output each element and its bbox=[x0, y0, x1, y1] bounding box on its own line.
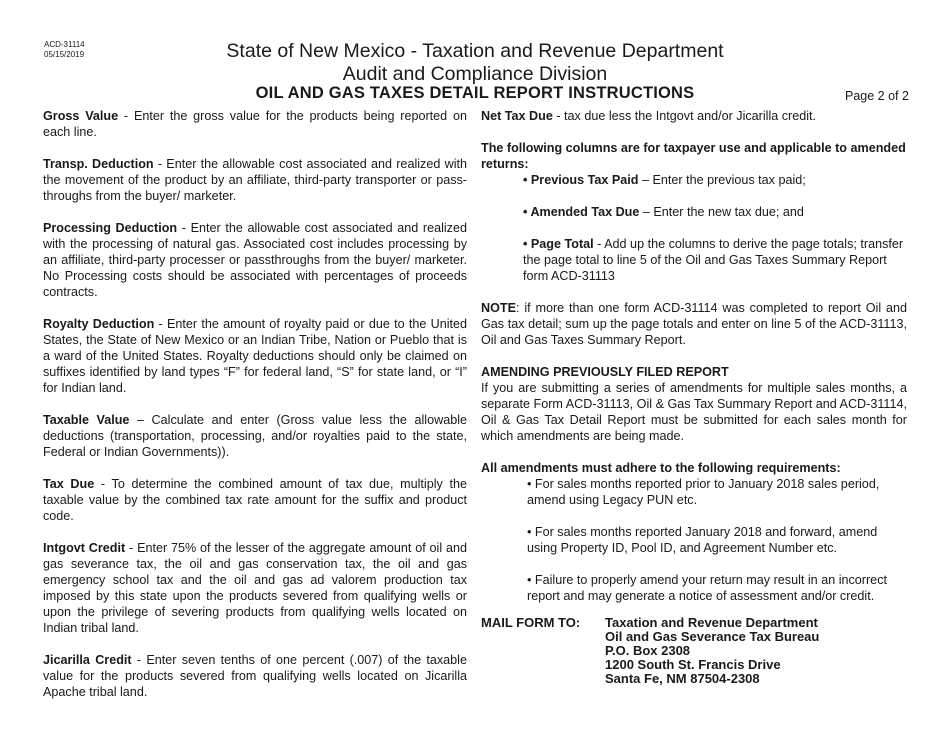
form-date: 05/15/2019 bbox=[44, 50, 85, 59]
mail-address-line: P.O. Box 2308 bbox=[605, 643, 691, 658]
definition: - Enter 75% of the lesser of the aggregate amount of oil and gas severance tax, the oil and gas conservation tax, the oil and gas emergency school tax and the oil and gas ad valorem production tax imposed by this state upon the products severed from qualifying wells or upon the privilege of severing products from qualifying wells located on Indian tribal land. bbox=[43, 541, 467, 635]
page-number: Page 2 of 2 bbox=[845, 89, 909, 103]
definition: : if more than one form ACD-31114 was completed to report Oil and Gas tax detail; sum up the page totals and enter on line 5 of the ACD-31113, Oil and Gas Taxes Summary Report. bbox=[481, 301, 907, 347]
requirements-heading: All amendments must adhere to the following requirements: bbox=[481, 461, 841, 475]
term: Gross Value bbox=[43, 109, 119, 123]
definition: - tax due less the Intgovt and/or Jicarilla credit. bbox=[552, 109, 817, 123]
definition: - To determine the combined amount of tax due, multiply the taxable value by the combined tax rate amount for the suffix and product code. bbox=[43, 477, 467, 523]
bullet-amended-tax-due bbox=[481, 204, 907, 220]
mail-address bbox=[605, 616, 819, 686]
document-title: OIL AND GAS TAXES DETAIL REPORT INSTRUCTIONS bbox=[255, 84, 695, 102]
requirement-failure-notice: • Failure to properly amend your return may result in an incorrect report and may generate a notice of assessment and/or credit. bbox=[527, 573, 887, 603]
instruction-net-tax-due bbox=[481, 108, 907, 124]
right-column bbox=[481, 108, 907, 620]
department-title: State of New Mexico - Taxation and Revenue Department bbox=[226, 40, 724, 62]
instruction-jicarilla-credit bbox=[43, 652, 467, 700]
definition: - Enter the allowable cost associated and realized with the movement of the product by an affiliate, third-party transporter or pass-throughs from the buyer/ marketer. bbox=[43, 157, 467, 203]
division-title: Audit and Compliance Division bbox=[342, 63, 608, 85]
instruction-taxable-value bbox=[43, 412, 467, 460]
mail-label: MAIL FORM TO: bbox=[481, 615, 581, 630]
instruction-gross-value bbox=[43, 108, 467, 140]
instruction-intgovt-credit bbox=[43, 540, 467, 636]
term: Processing Deduction bbox=[43, 221, 178, 235]
term: • Amended Tax Due bbox=[523, 205, 640, 219]
bullet-page-total bbox=[481, 236, 907, 284]
requirement-property-id: • For sales months reported January 2018 and forward, amend using Property ID, Pool ID, and Agreement Number etc. bbox=[527, 525, 878, 555]
term: Taxable Value bbox=[43, 413, 130, 427]
term: Jicarilla Credit bbox=[43, 653, 132, 667]
mail-address-line: Taxation and Revenue Department bbox=[605, 615, 818, 630]
term: Tax Due bbox=[43, 477, 95, 491]
definition: - Enter the allowable cost associated and realized with the processing of natural gas. Associated cost includes processing by an affiliate, third-party processer or passthroughs from the buyer/ marketer. No Processing costs should be associated with percentages of proceeds contracts. bbox=[43, 221, 467, 299]
term: Royalty Deduction bbox=[43, 317, 155, 331]
definition: - Enter the amount of royalty paid or due to the United States, the State of New Mexico or an Indian Tribe, Nation or Pueblo that is a ward of the United States. Royalty deductions should only be claimed on suffixes identified by land types “F” for federal land, “S” for state land, or “I” for Indian land. bbox=[43, 317, 468, 395]
term: • Previous Tax Paid bbox=[523, 173, 639, 187]
term: Transp. Deduction bbox=[43, 157, 154, 171]
amending-text: If you are submitting a series of amendments for multiple sales months, a separate Form ACD-31113, Oil & Gas Tax Summary Report and ACD-31114, Oil & Gas Tax Detail Report must be submitted for each sales month for which amendments are being made. bbox=[481, 381, 907, 443]
term: • Page Total bbox=[523, 237, 594, 251]
definition: - Add up the columns to derive the page totals; transfer the page total to line 5 of the Oil and Gas Taxes Summary Report form ACD-31113 bbox=[523, 237, 904, 283]
bullet-previous-tax-paid bbox=[481, 172, 907, 188]
term: Net Tax Due bbox=[481, 109, 553, 123]
definition: – Enter the previous tax paid; bbox=[638, 173, 806, 187]
instruction-royalty-deduction bbox=[43, 316, 467, 396]
instruction-tax-due bbox=[43, 476, 467, 524]
left-column bbox=[43, 108, 467, 716]
mail-address-line: Oil and Gas Severance Tax Bureau bbox=[605, 629, 820, 644]
columns-heading: The following columns are for taxpayer use and applicable to amended returns: bbox=[481, 141, 906, 171]
amending-heading: AMENDING PREVIOUSLY FILED REPORT bbox=[481, 365, 729, 379]
definition: – Calculate and enter (Gross value less the allowable deductions (transportation, processing, and/or royalties paid to the state, Federal or Indian Governments)). bbox=[43, 413, 467, 459]
mail-address-line: Santa Fe, NM 87504-2308 bbox=[605, 671, 760, 686]
term: Intgovt Credit bbox=[43, 541, 126, 555]
instruction-transp-deduction bbox=[43, 156, 467, 204]
instruction-processing-deduction bbox=[43, 220, 467, 300]
requirement-legacy-pun: • For sales months reported prior to January 2018 sales period, amend using Legacy PUN etc. bbox=[527, 477, 880, 507]
definition: – Enter the new tax due; and bbox=[639, 205, 804, 219]
definition: - Enter seven tenths of one percent (.007) of the taxable value for the products severed from qualifying wells located on Jicarilla Apache tribal land. bbox=[43, 653, 467, 699]
mail-address-line: 1200 South St. Francis Drive bbox=[605, 657, 781, 672]
term: NOTE bbox=[481, 301, 516, 315]
form-number: ACD-31114 bbox=[44, 40, 85, 49]
note-paragraph bbox=[481, 300, 907, 348]
definition: - Enter the gross value for the products being reported on each line. bbox=[43, 109, 467, 139]
